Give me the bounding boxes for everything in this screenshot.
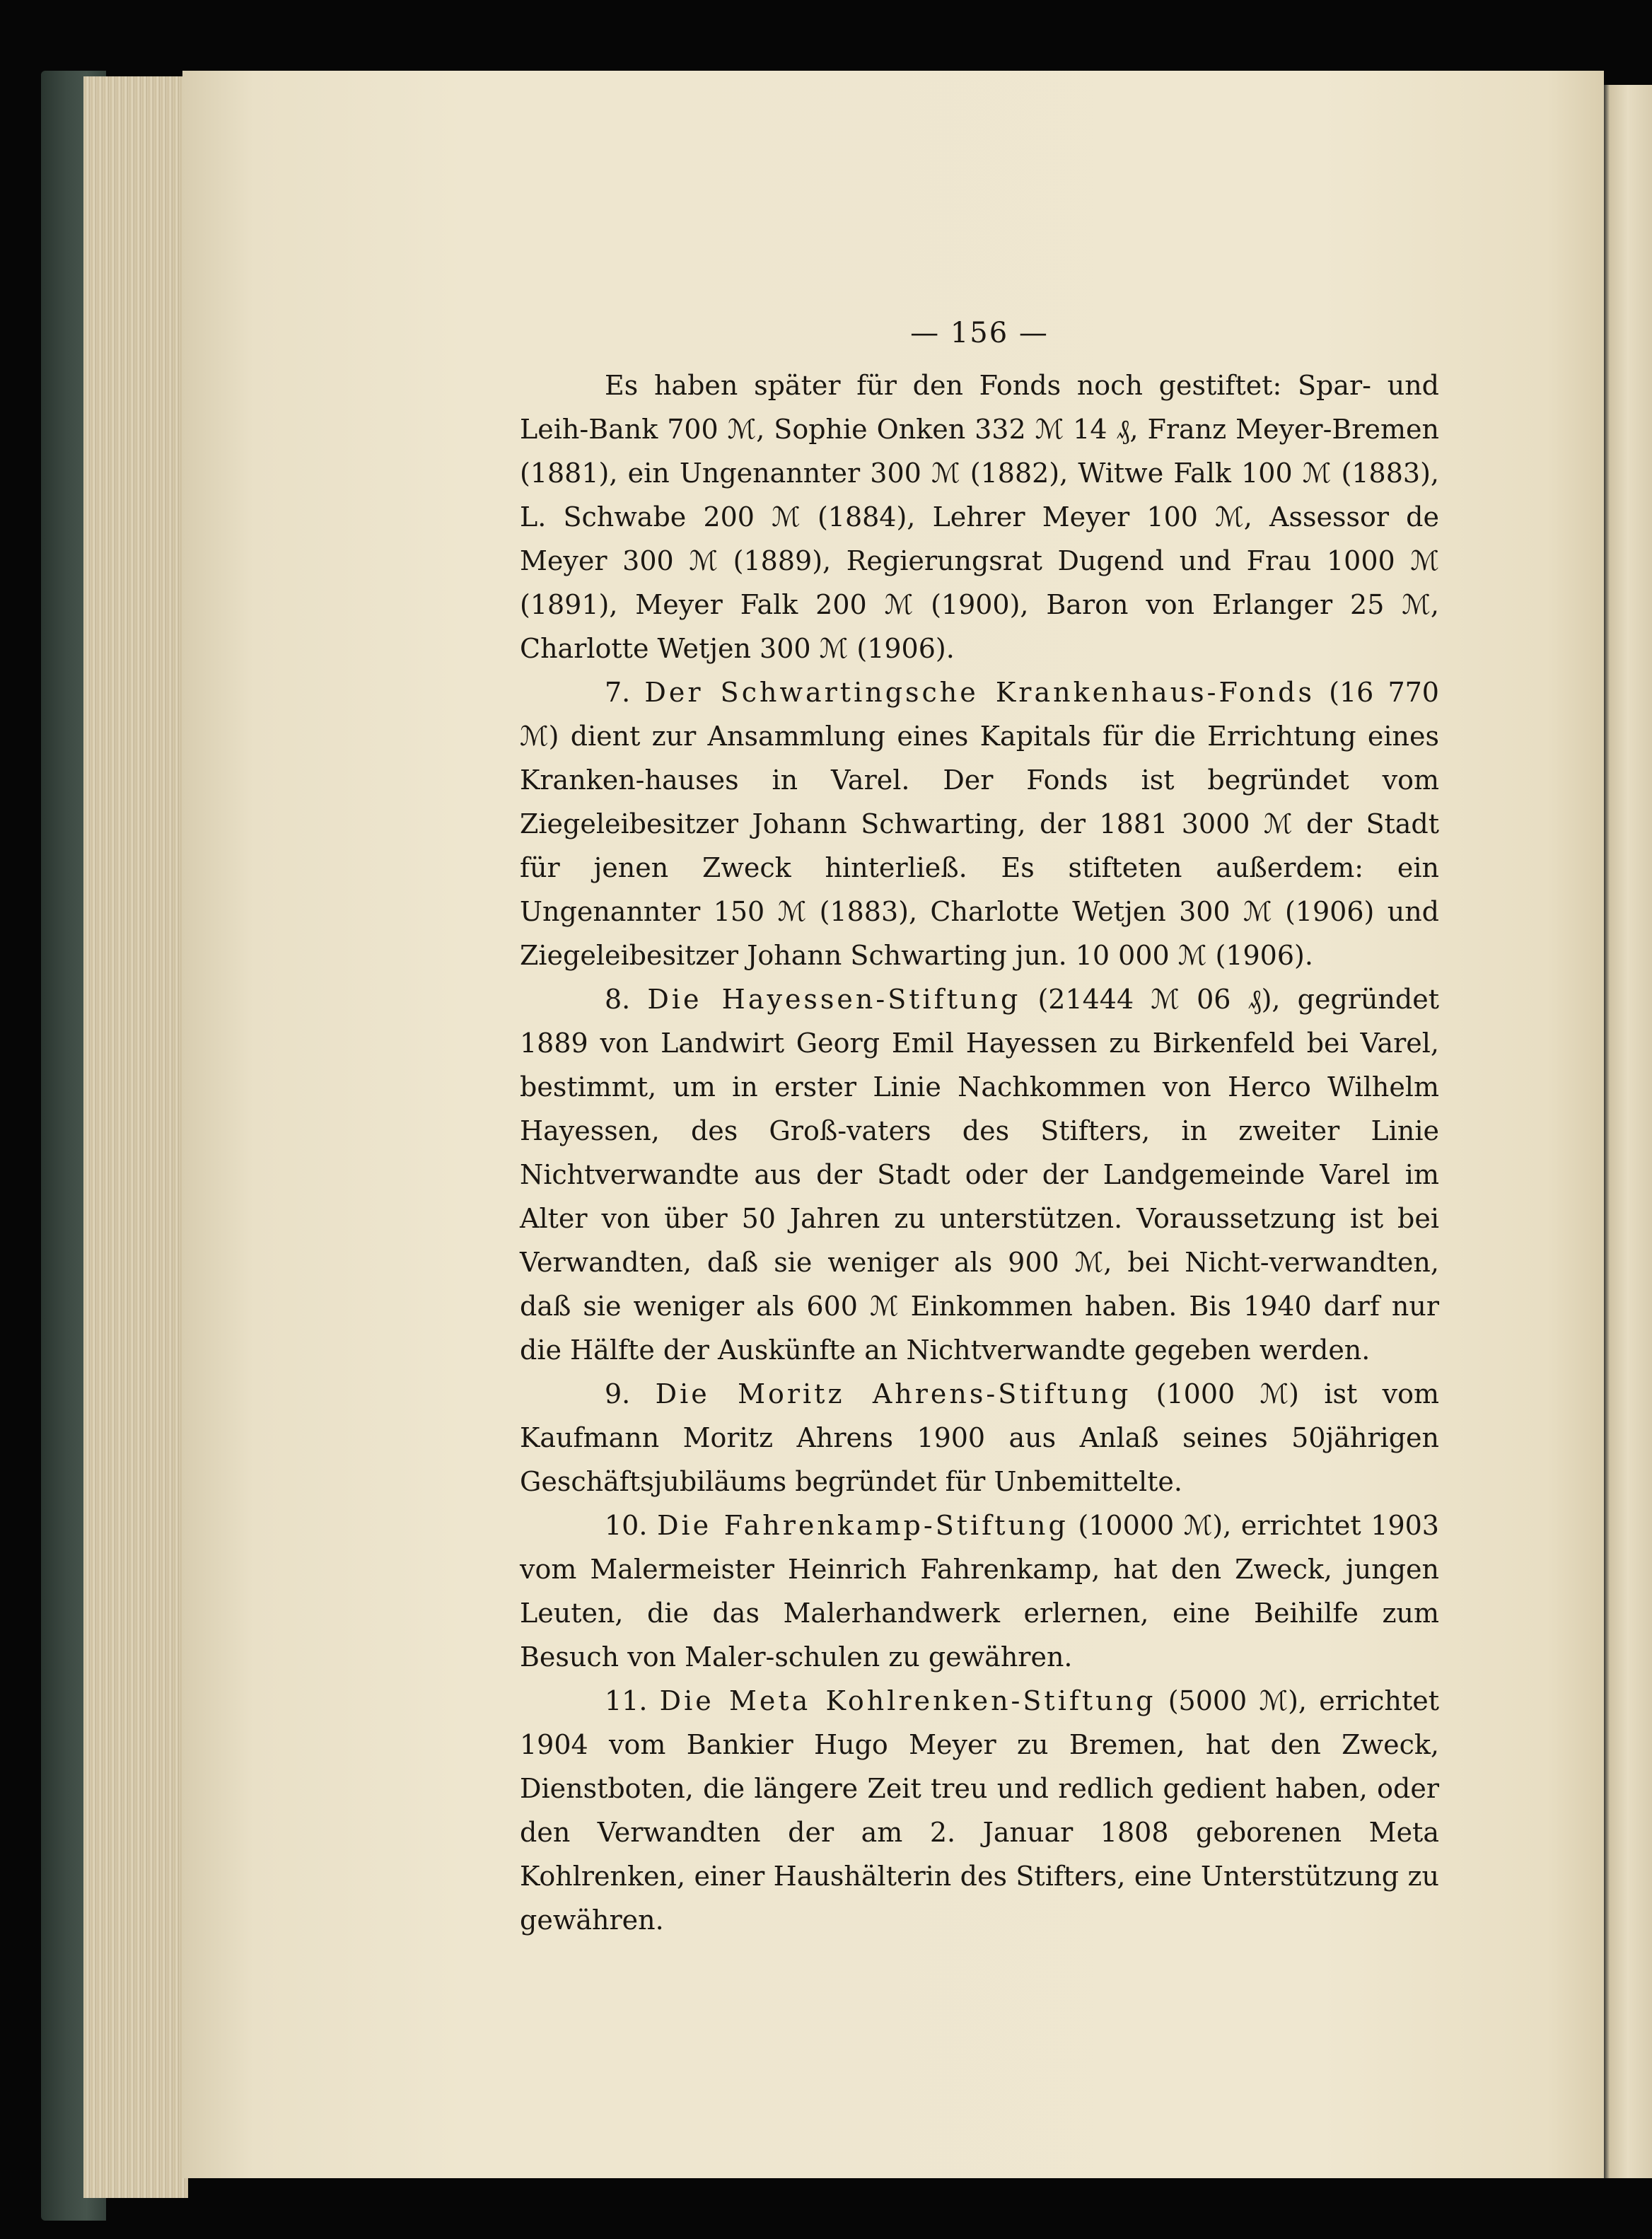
paragraph-9 <box>520 1372 1439 1504</box>
paragraph-text: (10000 ℳ), errichtet 1903 vom Malermeister Heinrich Fahrenkamp, hat den Zweck, jungen Leuten, die das Malerhandwerk erlernen, eine Beihilfe zum Besuch von Maler-schulen zu gewähren. <box>520 1510 1439 1673</box>
paragraph-11 <box>520 1679 1439 1942</box>
paragraph-10 <box>520 1504 1439 1679</box>
item-number: 11. <box>605 1685 648 1716</box>
paragraph-text: Es haben später für den Fonds noch gestiftet: Spar- und Leih-Bank 700 ℳ, Sophie Onken 332 ℳ 14 ₰, Franz Meyer-Bremen (1881), ein Ungenannter 300 ℳ (1882), Witwe Falk 100 ℳ (1883), L. Schwabe 200 ℳ (1884), Lehrer Meyer 100 ℳ, Assessor de Meyer 300 ℳ (1889), Regierungsrat Dugend und Frau 1000 ℳ (1891), Meyer Falk 200 ℳ (1900), Baron von Erlanger 25 ℳ, Charlotte Wetjen 300 ℳ (1906). <box>520 370 1439 664</box>
page-number: — 156 — <box>910 317 1049 349</box>
foundation-name: Die Moritz Ahrens-Stiftung <box>655 1378 1132 1409</box>
paragraph-8 <box>520 977 1439 1372</box>
paragraph-text: (1000 ℳ) ist vom Kaufmann Moritz Ahrens 1900 aus Anlaß seines 50jährigen Geschäftsjubiläums begründet für Unbemittelte. <box>520 1378 1439 1497</box>
paragraph-text: (5000 ℳ), errichtet 1904 vom Bankier Hugo Meyer zu Bremen, hat den Zweck, Dienstboten, die längere Zeit treu und redlich gedient haben, oder den Verwandten der am 2. Januar 1808 geborenen Meta Kohlrenken, einer Haushälterin des Stifters, eine Unterstützung zu gewähren. <box>520 1685 1439 1936</box>
page-edges <box>83 76 188 2198</box>
item-number: 7. <box>605 677 631 708</box>
foundation-name: Die Fahrenkamp-Stiftung <box>657 1510 1069 1541</box>
foundation-name: Die Meta Kohlrenken-Stiftung <box>659 1685 1156 1716</box>
paragraph-text: (21444 ℳ 06 ₰), gegründet 1889 von Landwirt Georg Emil Hayessen zu Birkenfeld bei Varel, bestimmt, um in erster Linie Nachkommen von Herco Wilhelm Hayessen, des Groß-vaters des Stifters, in zweiter Linie Nichtverwandte aus der Stadt oder der Landgemeinde Varel im Alter von über 50 Jahren zu unterstützen. Voraussetzung ist bei Verwandten, daß sie weniger als 900 ℳ, bei Nicht-verwandten, daß sie weniger als 600 ℳ Einkommen haben. Bis 1940 darf nur die Hälfte der Auskünfte an Nichtverwandte gegeben werden. <box>520 984 1439 1366</box>
facing-page-edge <box>1604 85 1652 2178</box>
foundation-name: Der Schwartingsche Krankenhaus-Fonds <box>644 677 1315 708</box>
item-number: 9. <box>605 1378 631 1409</box>
paragraph-7 <box>520 670 1439 977</box>
page-text <box>520 311 1439 1942</box>
foundation-name: Die Hayessen-Stiftung <box>647 984 1021 1015</box>
item-number: 8. <box>605 984 631 1015</box>
item-number: 10. <box>605 1510 648 1541</box>
paragraph-text: (16 770 ℳ) dient zur Ansammlung eines Kapitals für die Errichtung eines Kranken-hauses in Varel. Der Fonds ist begründet vom Ziegeleibesitzer Johann Schwarting, der 1881 3000 ℳ der Stadt für jenen Zweck hinterließ. Es stifteten außerdem: ein Ungenannter 150 ℳ (1883), Charlotte Wetjen 300 ℳ (1906) und Ziegeleibesitzer Johann Schwarting jun. 10 000 ℳ (1906). <box>520 677 1439 971</box>
paragraph-donors <box>520 364 1439 670</box>
